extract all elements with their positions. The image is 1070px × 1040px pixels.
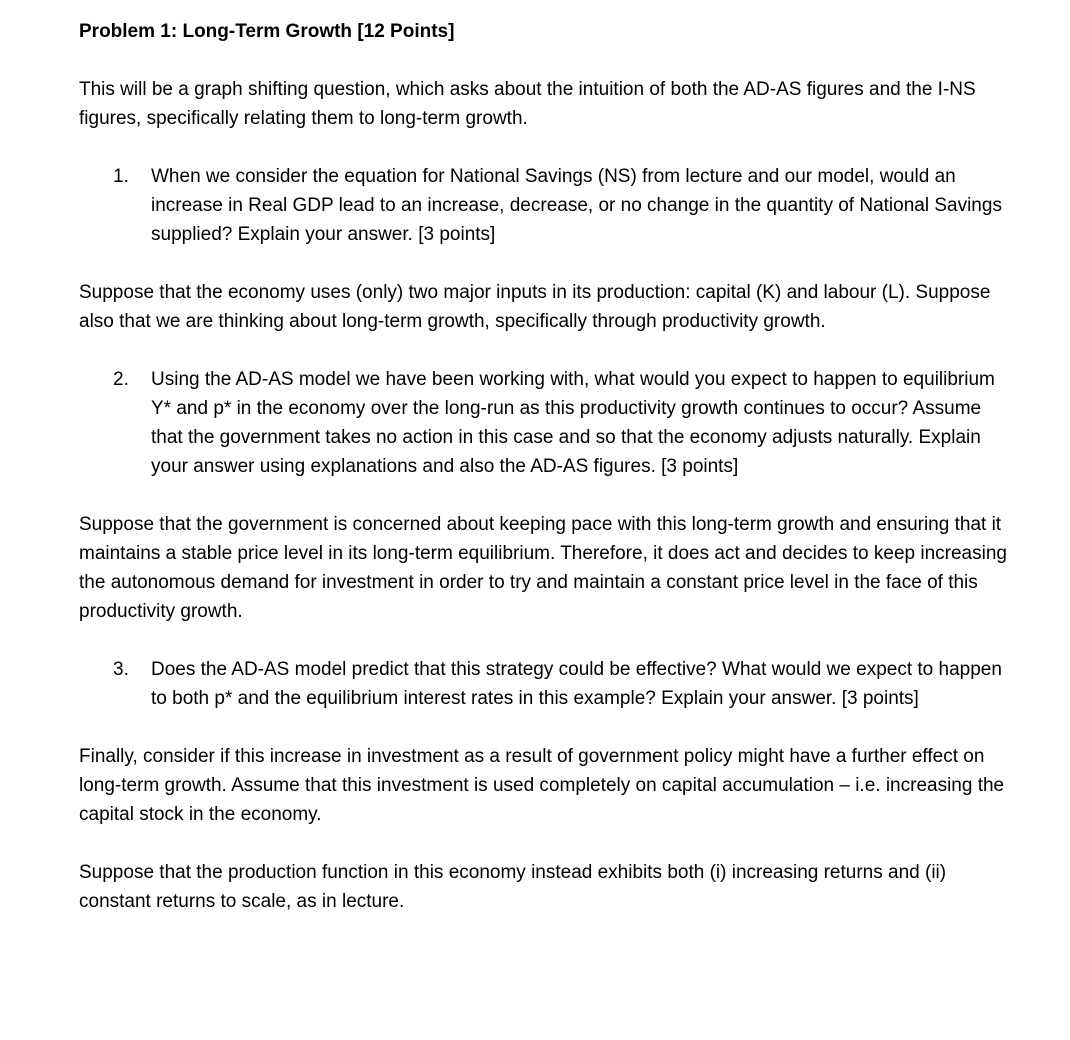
question-3-number: 3. [113,659,129,680]
question-1 [79,162,1010,249]
government-paragraph: Suppose that the government is concerned about keeping pace with this long-term growth and ensuring that it maintains a stable price level in its long-term equilibrium. Therefore, it does act and decides to keep increasing the autonomous demand for investment in order to try and maintain a constant price level in the face of this productivity growth. [79,514,1007,622]
question-2 [79,365,1010,481]
inputs-paragraph: Suppose that the economy uses (only) two major inputs in its production: capital (K) and labour (L). Suppose also that we are thinking about long-term growth, specifically through productivity growth. [79,282,991,332]
question-3-text: Does the AD-AS model predict that this strategy could be effective? What would we expect to happen to both p* and the equilibrium interest rates in this example? Explain your answer. [3 points] [151,659,1002,709]
question-3 [79,655,1010,713]
question-1-number: 1. [113,166,129,187]
question-2-number: 2. [113,369,129,390]
intro-paragraph: This will be a graph shifting question, which asks about the intuition of both the AD-AS figures and the I-NS figures, specifically relating them to long-term growth. [79,79,976,129]
problem-title: Problem 1: Long-Term Growth [12 Points] [79,21,455,42]
investment-paragraph: Finally, consider if this increase in investment as a result of government policy might have a further effect on long-term growth. Assume that this investment is used completely on capital accumulation – i.e. increasing the capital stock in the economy. [79,746,1005,825]
question-1-text: When we consider the equation for National Savings (NS) from lecture and our model, would an increase in Real GDP lead to an increase, decrease, or no change in the quantity of National Savings supplied? Explain your answer. [3 points] [151,166,1002,245]
production-function-paragraph: Suppose that the production function in this economy instead exhibits both (i) increasing returns and (ii) constant returns to scale, as in lecture. [79,862,947,912]
question-2-text: Using the AD-AS model we have been working with, what would you expect to happen to equilibrium Y* and p* in the economy over the long-run as this productivity growth continues to occur? Assume that the government takes no action in this case and so that the economy adjusts naturally. Explain your answer using explanations and also the AD-AS figures. [3 points] [151,369,995,477]
